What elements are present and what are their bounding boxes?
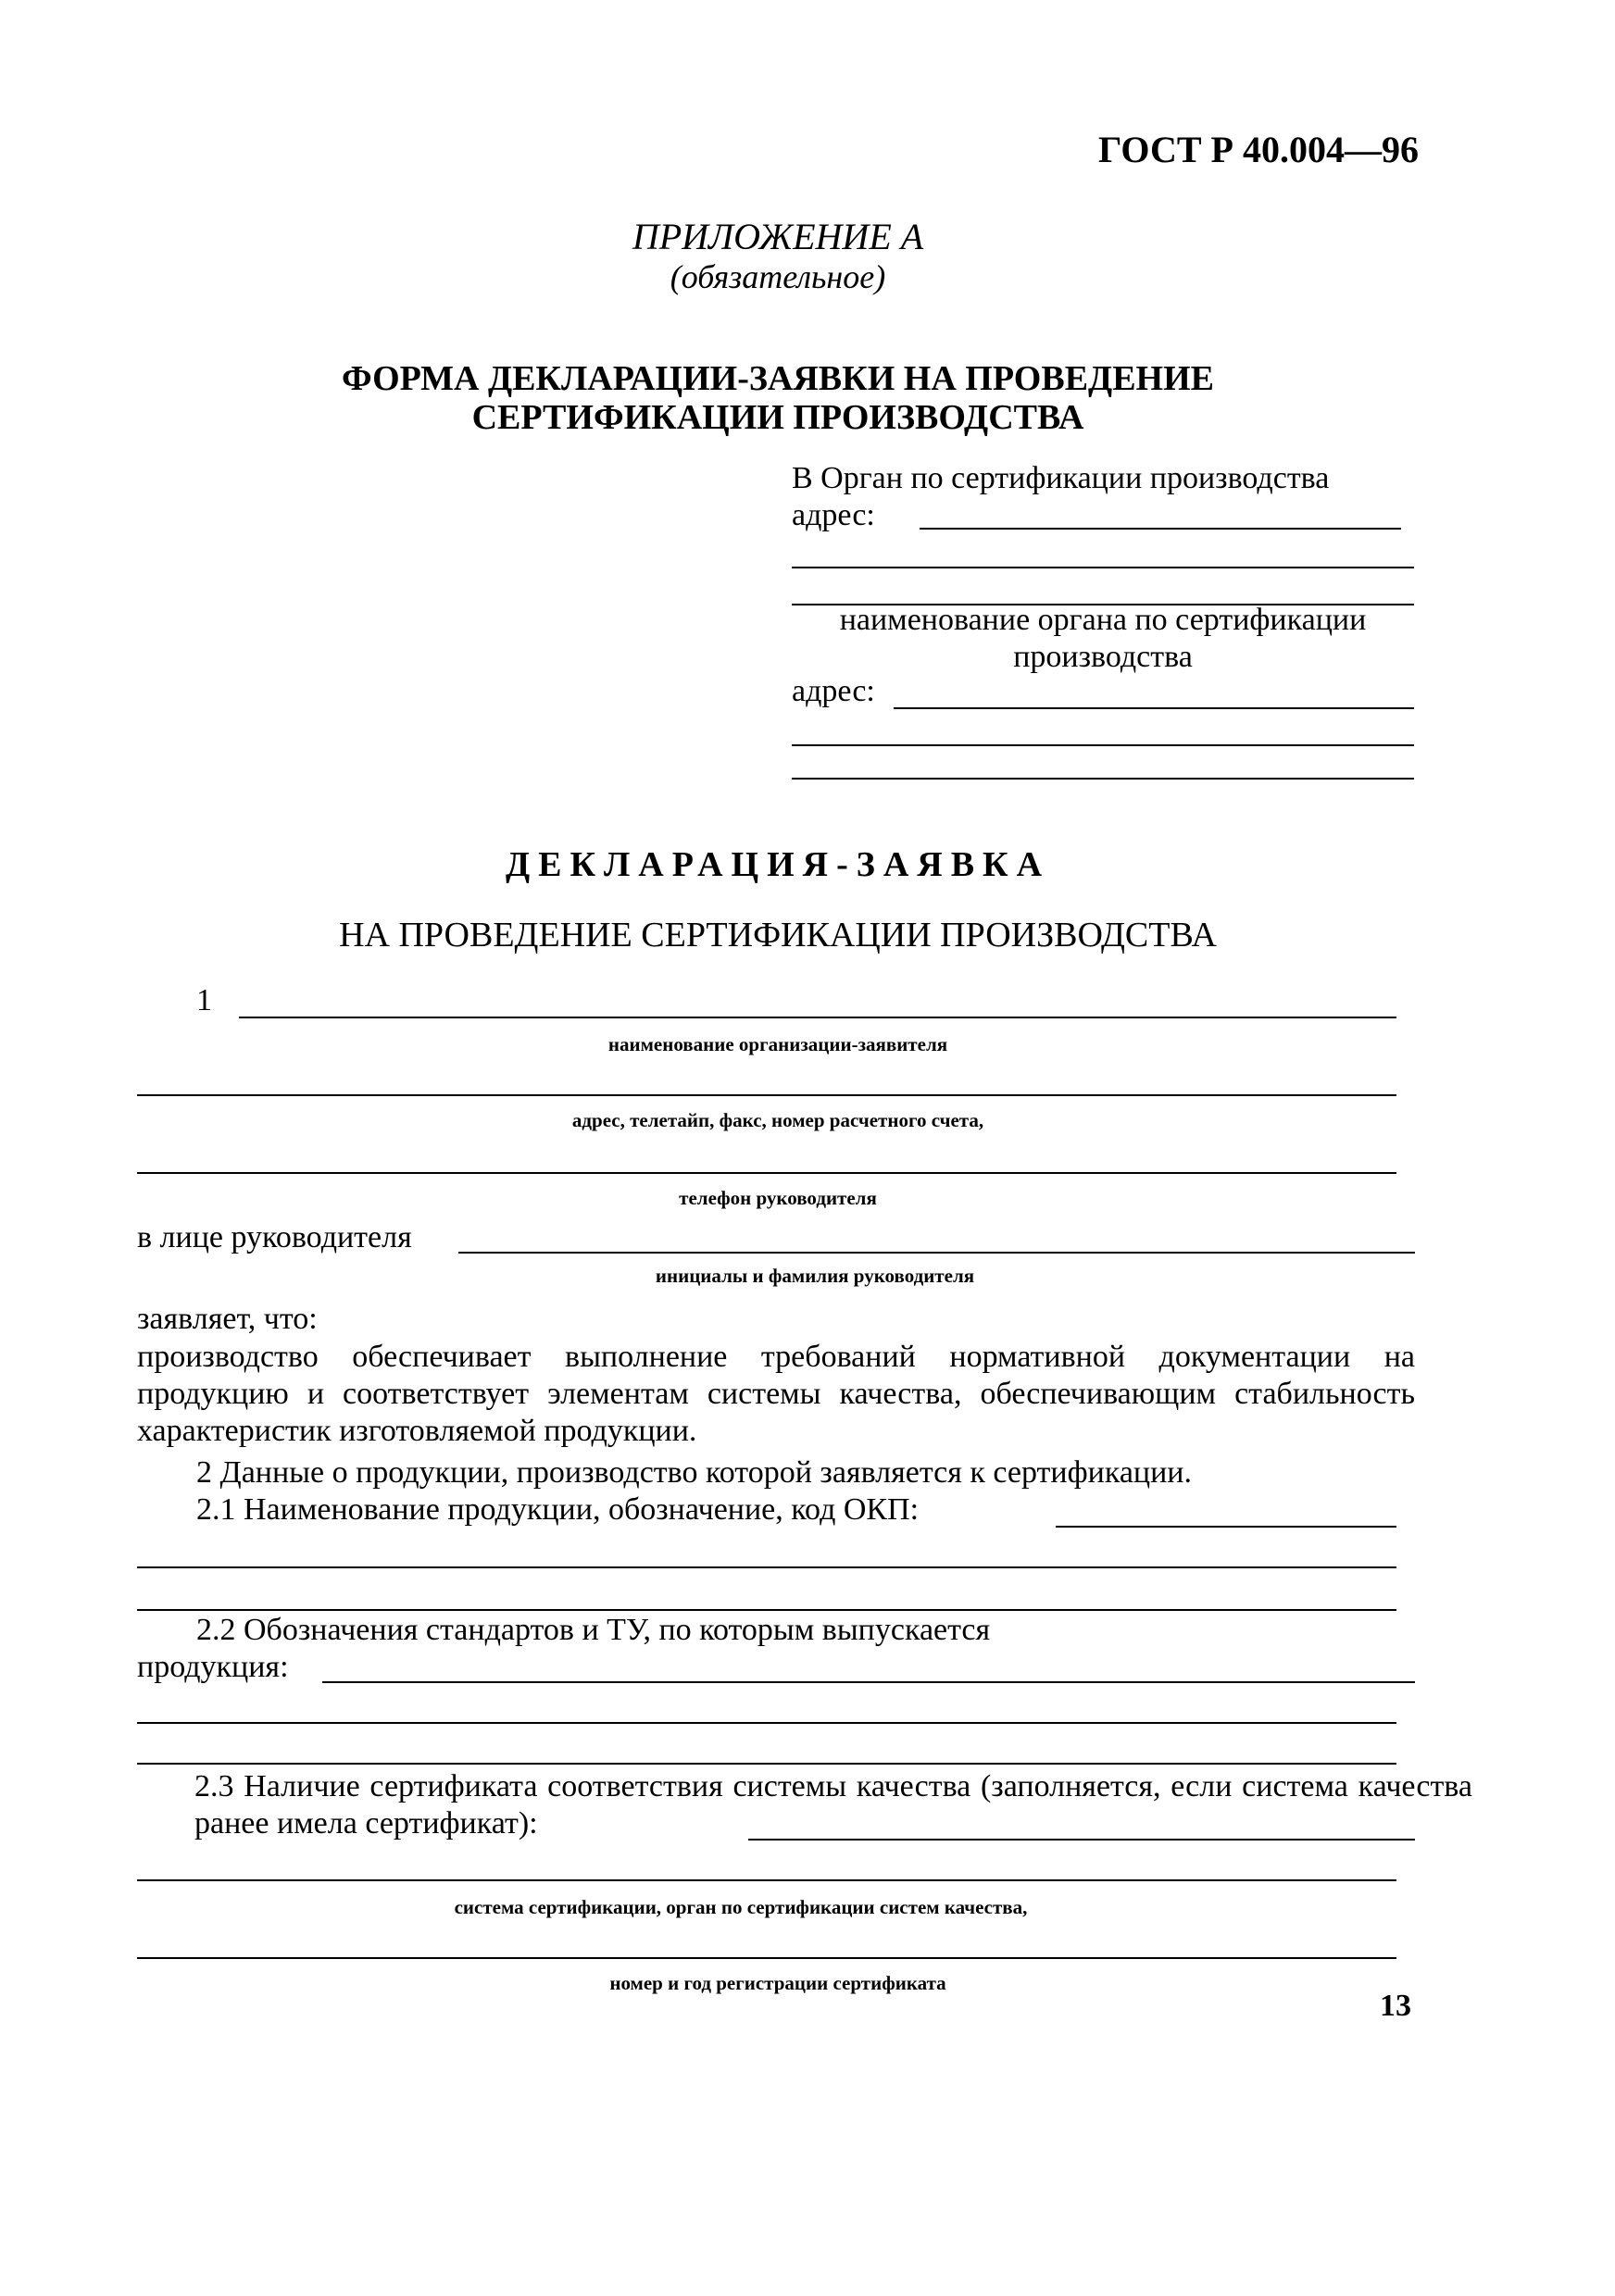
declaration-subtitle: НА ПРОВЕДЕНИЕ СЕРТИФИКАЦИИ ПРОИЗВОДСТВА: [339, 916, 1217, 955]
section-2-heading: 2 Данные о продукции, производство которой заявляется к сертификации.: [196, 1455, 1193, 1490]
cert-caption: система сертификации, орган по сертификации систем качества,: [454, 1896, 1028, 1918]
org-caption-line2: производства: [1013, 640, 1193, 674]
applicant-name-caption: наименование организации-заявителя: [607, 1033, 948, 1055]
address-line-2[interactable]: [792, 567, 1414, 568]
declares-text: заявляет, что:: [137, 1302, 318, 1336]
org-caption-line1: наименование органа по сертификации: [839, 603, 1367, 637]
form-title: [0, 359, 1556, 437]
form-title-line2: СЕРТИФИКАЦИИ ПРОИЗВОДСТВА: [471, 398, 1084, 437]
declaration-title: ДЕКЛАРАЦИЯ-ЗАЯВКА: [505, 845, 1051, 884]
head-name-caption: инициалы и фамилия руководителя: [655, 1265, 975, 1287]
appendix-subtitle: (обязательное): [670, 258, 886, 295]
statement-paragraph: производство обеспечивает выполнение требований нормативной документации на продукцию и соответствует элементам системы качества, обеспечивающим стабильность характеристик изготовляемой продукции.: [137, 1340, 1415, 1448]
item-2-2-label-line1: 2.2 Обозначения стандартов и ТУ, по которым выпускается: [196, 1613, 991, 1647]
org-caption: [792, 602, 1414, 676]
item-2-2-line-3[interactable]: [137, 1763, 1396, 1765]
address-label: адрес:: [792, 498, 875, 532]
address2-line-3[interactable]: [792, 778, 1414, 780]
address2-line-1[interactable]: [894, 707, 1414, 709]
item-2-2-label-line2: продукция:: [137, 1650, 289, 1684]
address-label-2: адрес:: [792, 674, 875, 708]
cert-reg-line[interactable]: [137, 1957, 1396, 1959]
applicant-phone-line[interactable]: [137, 1172, 1396, 1174]
item-2-2-line-1[interactable]: [322, 1681, 1415, 1683]
applicant-phone-caption: телефон руководителя: [679, 1187, 877, 1209]
represented-by-label: в лице руководителя: [137, 1220, 412, 1254]
item-2-3-text: 2.3 Наличие сертификата соответствия системы качества (заполняется, если система качества ранее имела сертификат):: [194, 1769, 1472, 1841]
applicant-name-line[interactable]: [239, 1017, 1396, 1018]
address2-line-2[interactable]: [792, 744, 1414, 746]
addressee-to-line: В Орган по сертификации производства: [792, 461, 1330, 495]
appendix-title: ПРИЛОЖЕНИЕ А: [632, 216, 924, 257]
item-2-1-label: 2.1 Наименование продукции, обозначение, код ОКП:: [196, 1492, 920, 1527]
reg-caption: номер и год регистрации сертификата: [609, 1972, 946, 1994]
item-2-1-line-2[interactable]: [137, 1566, 1396, 1568]
item-2-1-line-3[interactable]: [137, 1609, 1396, 1611]
applicant-address-line[interactable]: [137, 1094, 1396, 1096]
page-number: 13: [1380, 1989, 1411, 2023]
standard-code: ГОСТ Р 40.004—96: [1097, 129, 1419, 170]
item-2-3-line-2[interactable]: [137, 1879, 1396, 1881]
item-2-3-line-1[interactable]: [748, 1839, 1415, 1841]
item-1-number: 1: [196, 983, 212, 1017]
item-2-1-line-1[interactable]: [1056, 1526, 1396, 1528]
item-2-2-line-2[interactable]: [137, 1722, 1396, 1724]
applicant-address-caption: адрес, телетайп, факс, номер расчетного счета,: [571, 1109, 984, 1131]
head-name-line[interactable]: [458, 1252, 1415, 1254]
address-line-1[interactable]: [920, 528, 1401, 530]
form-title-line1: ФОРМА ДЕКЛАРАЦИИ-ЗАЯВКИ НА ПРОВЕДЕНИЕ: [341, 359, 1215, 398]
